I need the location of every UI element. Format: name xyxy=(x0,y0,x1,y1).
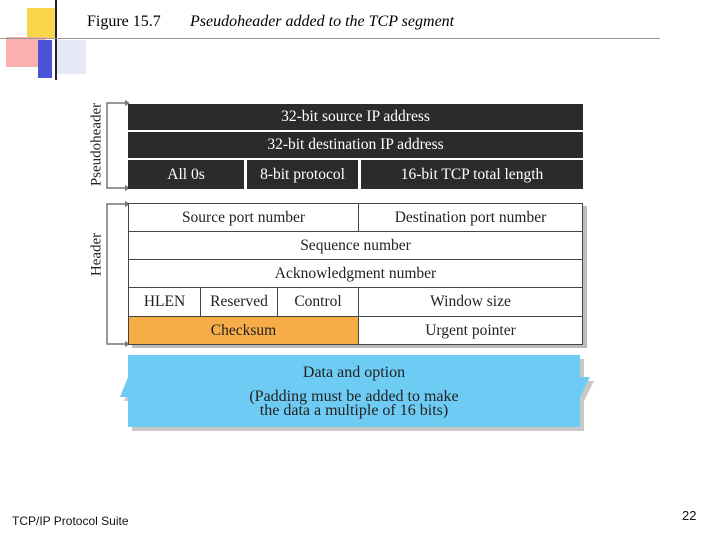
pseudo-source-ip: 32-bit source IP address xyxy=(128,104,583,130)
pseudo-protocol: 8-bit protocol xyxy=(247,160,358,189)
data-line-2: (Padding must be added to make xyxy=(249,388,459,405)
data-line-3: the data a multiple of 16 bits) xyxy=(259,402,449,419)
reserved: Reserved xyxy=(200,287,278,317)
control: Control xyxy=(277,287,359,317)
data-line-1: Data and option xyxy=(302,364,406,381)
pseudo-all-zeros: All 0s xyxy=(128,160,244,189)
header-label: Header xyxy=(88,232,105,277)
urgent-pointer: Urgent pointer xyxy=(358,316,583,345)
hlen: HLEN xyxy=(128,287,201,317)
sequence-number: Sequence number xyxy=(128,231,583,260)
page-number: 22 xyxy=(682,508,697,523)
ack-number: Acknowledgment number xyxy=(128,259,583,288)
window-size: Window size xyxy=(358,287,583,317)
checksum: Checksum xyxy=(128,316,359,345)
source-port: Source port number xyxy=(128,203,359,232)
footer-title: TCP/IP Protocol Suite xyxy=(12,514,129,528)
pseudo-destination-ip: 32-bit destination IP address xyxy=(128,132,583,158)
figure-number: Figure 15.7 xyxy=(87,13,161,30)
pseudoheader-label: Pseudoheader xyxy=(88,102,105,187)
pseudo-tcp-length: 16-bit TCP total length xyxy=(361,160,583,189)
destination-port: Destination port number xyxy=(358,203,583,232)
figure-caption: Pseudoheader added to the TCP segment xyxy=(190,13,455,30)
